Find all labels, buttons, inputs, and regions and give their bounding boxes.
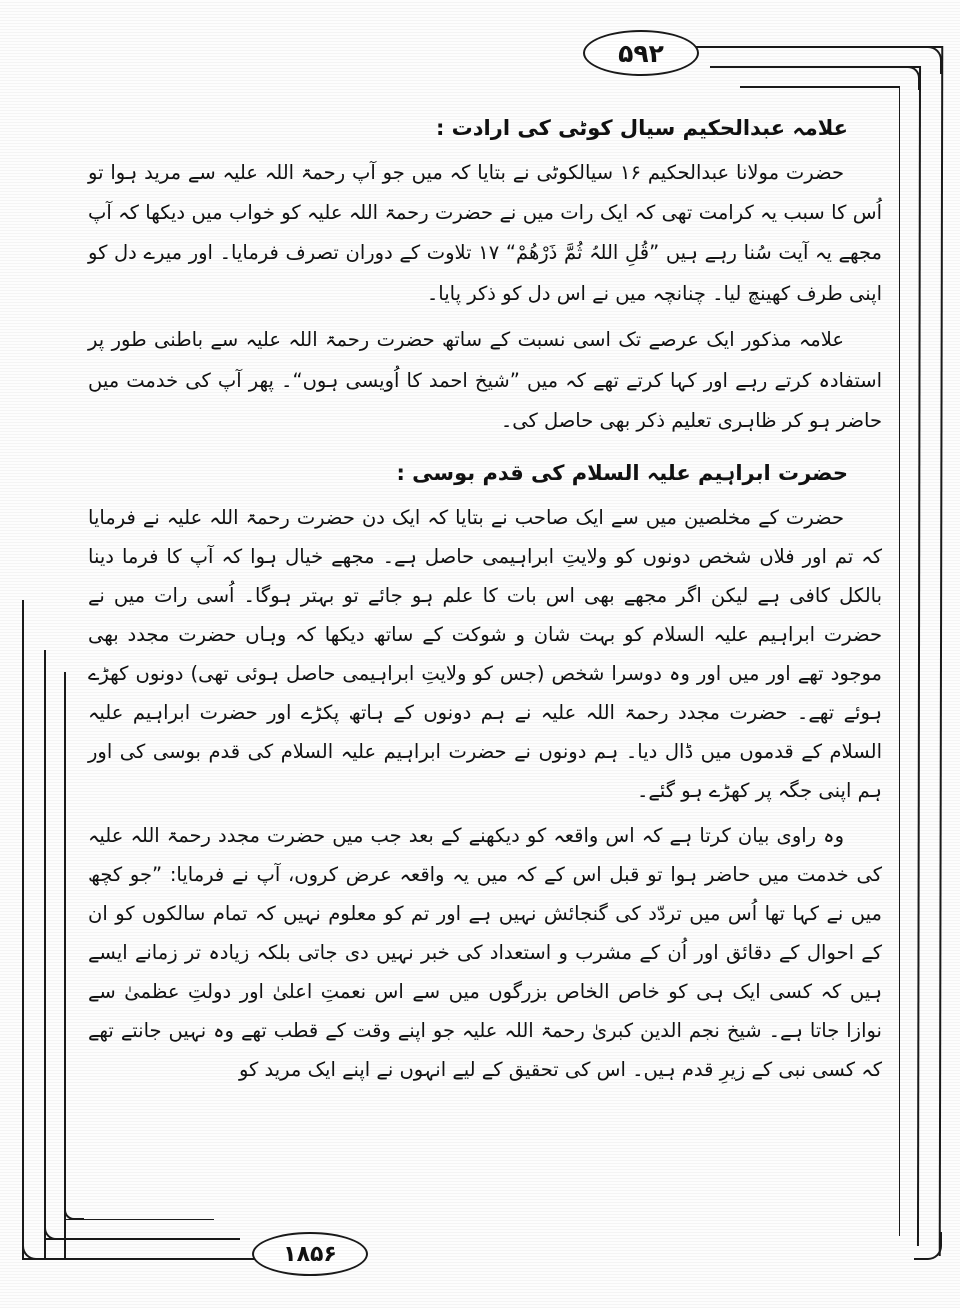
frame-corner-bottom-left-inner <box>44 1216 68 1240</box>
section-2-paragraph-1: حضرت کے مخلصین میں سے ایک صاحب نے بتایا کہ ایک دن حضرت رحمۃ اللہ علیہ نے فرمایا کہ تم اور فلاں شخص دونوں کو ولایتِ ابراہیمی حاصل ہے۔ مجھے خیال ہوا کہ آپ کا فرما دینا بالکل کافی ہے لیکن اگر مجھے بھی اس بات کا علم ہو جائے تو بہتر ہوگا۔ اُسی رات میں نے حضرت ابراہیم علیہ السلام کو بہت شان و شوکت کے ساتھ دیکھا کہ وہاں حضرت مجدد بھی موجود تھے اور میں اور وہ دوسرا شخص (جس کو ولایتِ ابراہیمی حاصل ہوئی تھی) دونوں کھڑے ہوئے تھے۔ حضرت مجدد رحمۃ اللہ علیہ نے ہم دونوں کے ہاتھ پکڑے اور حضرت ابراہیم علیہ السلام کے قدموں میں ڈال دیا۔ ہم دونوں نے حضرت ابراہیم علیہ السلام کی قدم بوسی کی اور ہم اپنی جگہ پر کھڑے ہو گئے۔ <box>88 506 882 803</box>
page-number-header: ۵۹۲ <box>583 30 699 76</box>
frame-corner-top-right <box>914 46 942 74</box>
section-1-paragraph-2: علامہ مذکور ایک عرصے تک اسی نسبت کے ساتھ حضرت رحمۃ اللہ علیہ سے باطنی طور پر استفادہ کرتے رہے اور کہا کرتے تھے کہ میں ”شیخ احمد کا اُویسی ہوں“۔ پھر آپ کی خدمت میں حاضر ہو کر ظاہری تعلیم ذکر بھی حاصل کی۔ <box>88 328 882 432</box>
frame-corner-bottom-left <box>22 1232 50 1260</box>
frame-corner-bottom-right <box>914 1232 942 1260</box>
frame-border-bottom-inner <box>44 1238 240 1240</box>
section-heading-1: علامہ عبدالحکیم سیال کوٹی کی ارادت : <box>435 116 848 140</box>
frame-border-right-outer <box>939 46 944 1256</box>
section-heading-2: حضرت ابراہیم علیہ السلام کی قدم بوسی : <box>396 461 848 486</box>
frame-corner-bottom-left-inner-2 <box>64 1200 84 1220</box>
frame-border-right-inner-2 <box>899 86 901 1236</box>
frame-border-top-inner-2 <box>740 86 900 88</box>
frame-border-right-inner <box>917 66 921 1246</box>
frame-corner-top-right-inner <box>896 66 920 90</box>
section-2-paragraph-2: وہ راوی بیان کرتا ہے کہ اس واقعہ کو دیکھنے کے بعد جب میں حضرت مجدد رحمۃ اللہ علیہ کی خدمت میں حاضر ہوا تو قبل اس کے کہ میں یہ واقعہ عرض کروں، آپ نے فرمایا: ”جو کچھ میں نے کہا تھا اُس میں تردّد کی گنجائش نہیں ہے اور تم کو معلوم نہیں کہ تمام سالکوں کو ان کے احوال کے دقائق اور اُن کے مشرب و استعداد کی خبر نہیں دی جاتی بلکہ زیادہ تر زمانے ایسے ہیں کہ کسی ایک ہی کو خاص الخاص بزرگوں میں سے اس نعمتِ اعلیٰ اور دولتِ عظمیٰ سے نوازا جاتا ہے۔ شیخ نجم الدین کبریٰ رحمۃ اللہ علیہ جو اپنے وقت کے قطب تھے وہ نہیں جانتے تھے کہ کسی نبی کے زیرِ قدم ہیں۔ اس کی تحقیق کے لیے انہوں نے اپنے ایک مرید کو <box>88 824 882 1082</box>
page-content <box>88 96 882 1095</box>
frame-border-top-inner <box>710 66 920 68</box>
page-number-footer: ۱۸۵۶ <box>252 1232 368 1276</box>
frame-border-left-inner-2 <box>64 672 66 1258</box>
section-1-paragraph-1: حضرت مولانا عبدالحکیم ۱۶ سیالکوٹی نے بتایا کہ میں جو آپ رحمۃ اللہ علیہ سے مرید ہوا تو اُس کا سبب یہ کرامت تھی کہ ایک رات میں نے حضرت رحمۃ اللہ علیہ کو خواب میں دیکھا کہ آپ مجھے یہ آیت سُنا رہے ہیں ”قُلِ اللہُ ثُمَّ ذَرْھُمْ“ ۱۷ تلاوت کے دوران تصرف فرمایا۔ اور میرے دل کو اپنی طرف کھینچ لیا۔ چنانچہ میں نے اس دل کو ذکر پایا۔ <box>88 160 882 305</box>
frame-border-bottom-outer <box>22 1258 262 1260</box>
frame-border-top-outer <box>682 46 942 48</box>
frame-border-bottom-inner-2 <box>64 1219 214 1221</box>
frame-border-left-outer <box>22 600 24 1260</box>
frame-border-left-inner <box>44 650 46 1260</box>
